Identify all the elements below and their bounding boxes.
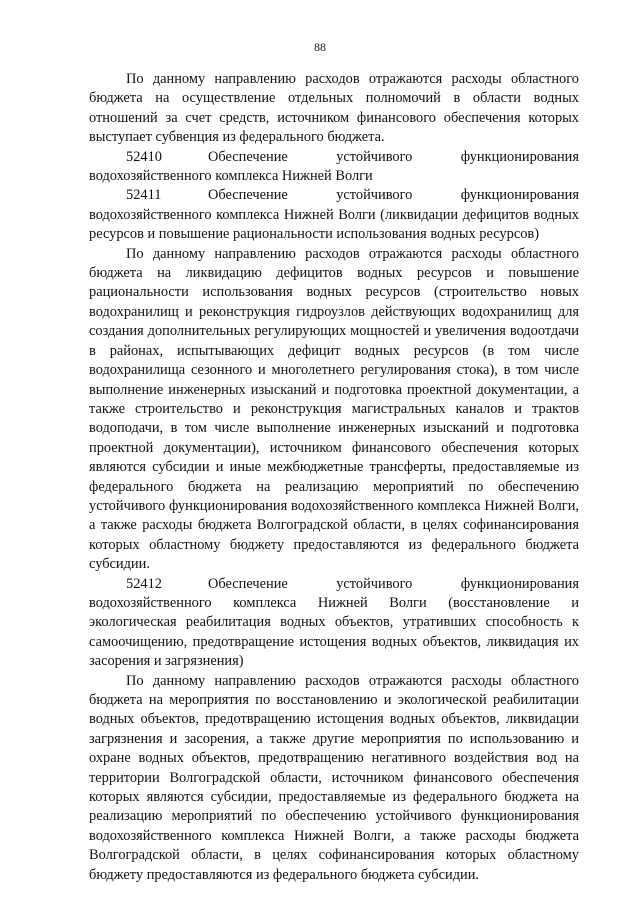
paragraph-text: По данному направлению расходов отражаются расходы областного бюджета на осуществление отдельных полномочий в области водных отношений за счет средств, источником финансового обеспечения которых выступает субвенция из федерального бюджета. (89, 71, 579, 146)
paragraph-52411-description (89, 245, 579, 575)
budget-code-heading-52412 (89, 575, 579, 672)
budget-code-heading-52410 (89, 148, 579, 187)
paragraph-text: По данному направлению расходов отражаются расходы областного бюджета на мероприятия по восстановлению и экологической реабилитации водных объектов, предотвращению истощения водных объектов, ликвидации загрязнения и засорения, а также другие мероприятия по использованию и охране водных объектов, предотвращению негативного воздействия вод на территории Волгоградской области, источником финансового обеспечения которых являются субсидии, предоставляемые из федерального бюджета на реализацию мероприятий по обеспечению устойчивого функционирования водохозяйственного комплекса Нижней Волги, а также расходы бюджета Волгоградской области, в целях софинансирования которых областному бюджету предоставляются из федерального бюджета субсидии. (89, 672, 579, 883)
budget-code-title: Обеспечение устойчивого функционирования водохозяйственного комплекса Нижней Волги (восстановление и экологическая реабилитация водных объектов, утративших способность к самоочищению, предотвращение истощения водных объектов, ликвидация их засорения и загрязнения) (89, 575, 579, 670)
budget-code: 52410 (126, 148, 162, 165)
budget-code-heading-52411 (89, 186, 579, 244)
paragraph-52412-description (89, 672, 579, 885)
budget-code: 52412 (126, 575, 162, 592)
budget-code-title: Обеспечение устойчивого функционирования водохозяйственного комплекса Нижней Волги (89, 148, 579, 185)
paragraph-text: По данному направлению расходов отражаются расходы областного бюджета на ликвидацию дефицитов водных ресурсов и повышение рациональности использования водных ресурсов (строительство новых водохранилищ и реконструкция гидроузлов действующих водохранилищ для создания дополнительных регулирующих мощностей и увеличения водоотдачи в районах, испытывающих дефицит водных ресурсов (в том числе водохранилища сезонного и многолетнего регулирования стока), в том числе выполнение инженерных изысканий и подготовка проектной документации, а также строительство и реконструкция магистральных каналов и трактов водоподачи, в том числе выполнение инженерных изысканий и подготовка проектной документации), источником финансового обеспечения которых являются субсидии и иные межбюджетные трансферты, предоставляемые из федерального бюджета на реализацию мероприятий по обеспечению устойчивого функционирования водохозяйственного комплекса Нижней Волги, а также расходы бюджета Волгоградской области, в целях софинансирования которых областному бюджету предоставляются из федерального бюджета субсидии. (89, 245, 579, 573)
document-body (89, 70, 579, 885)
paragraph-subvention-description (89, 70, 579, 148)
page-number: 88 (314, 40, 326, 54)
budget-code-title: Обеспечение устойчивого функционирования водохозяйственного комплекса Нижней Волги (ликвидации дефицитов водных ресурсов и повышение рациональности использования водных ресурсов) (89, 187, 579, 243)
budget-code: 52411 (126, 187, 162, 204)
